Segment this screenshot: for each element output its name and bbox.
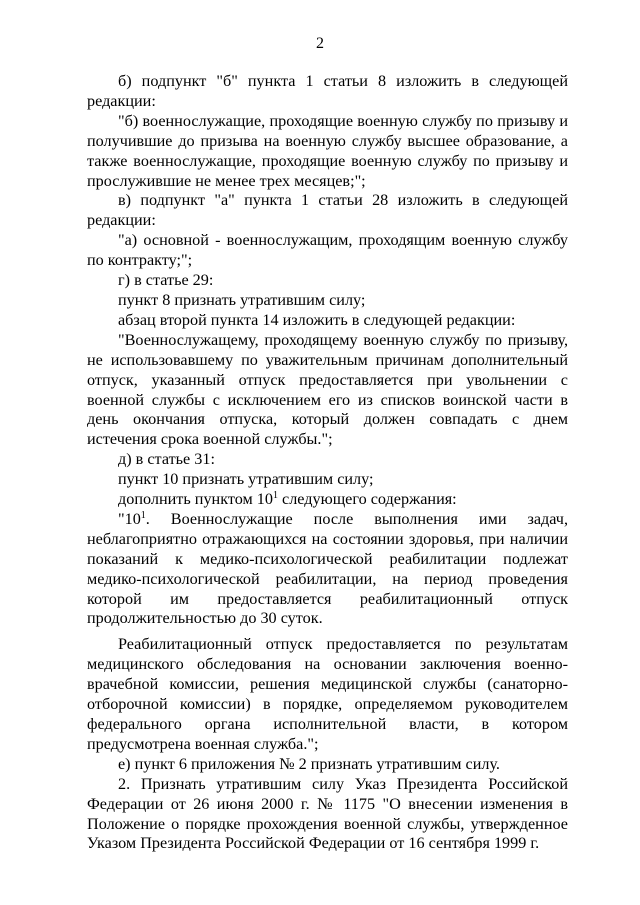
text-fragment: дополнить пунктом 10 (118, 490, 273, 509)
paragraph-v-subclause: в) подпункт "а" пункта 1 статьи 28 изложить в следующей редакции: (87, 191, 568, 230)
page-number: 2 (316, 35, 324, 52)
text-fragment: следующего содержания: (277, 490, 457, 509)
document-body (87, 72, 568, 854)
paragraph-b-new-wording: "б) военнослужащие, проходящие военную службу по призыву и получившие до призыва на военную службу высшее образование, а также военнослужащие, проходящие военную службу по призыву и прослужившие не менее трех месяцев;"; (87, 111, 568, 190)
paragraph-conscript-leave: "Военнослужащему, проходящему военную службу по призыву, не использовавшему по уважительным причинам дополнительный отпуск, указанный отпуск предоставляется при увольнении с военной службы с исключением его из списков воинской части в день окончания отпуска, который должен совпадать с днем истечения срока военной службы."; (87, 330, 568, 449)
superscript: 1 (140, 509, 146, 521)
paragraph-b-subclause: б) подпункт "б" пункта 1 статьи 8 изложить в следующей редакции: (87, 72, 568, 110)
paragraph-item-8-void: пункт 8 признать утратившим силу; (118, 290, 366, 309)
text-fragment: "10 (118, 509, 141, 528)
paragraph-e-appendix: е) пункт 6 приложения № 2 признать утратившим силу. (118, 754, 500, 773)
paragraph-d-article-31: д) в статье 31: (118, 450, 215, 469)
paragraph-item-10-1-text (87, 510, 568, 629)
paragraph-g-article-29: г) в статье 29: (118, 271, 214, 290)
paragraph-item-10-void: пункт 10 признать утратившим силу; (118, 470, 374, 489)
paragraph-add-item-10-1 (87, 490, 568, 510)
paragraph-2-decree-void: 2. Признать утратившим силу Указ Президента Российской Федерации от 26 июня 2000 г. № 1175 "О внесении изменения в Положение о порядке прохождения военной службы, утвержденное Указом Президента Российской Федерации от 16 сентября 1999 г. (87, 774, 568, 853)
superscript: 1 (272, 490, 278, 502)
text-fragment: . Военнослужащие после выполнения ими задач, неблагоприятно отражающихся на состоянии здоровья, при наличии показаний к медико-психологической реабилитации подлежат медико-психологической реабилитации, на период проведения которой им предоставляется реабилитационный отпуск продолжительностью до 30 суток. (87, 509, 568, 628)
paragraph-rehab-leave: Реабилитационный отпуск предоставляется по результатам медицинского обследования на основании заключения военно-врачебной комиссии, решения медицинской службы (санаторно-отборочной комиссии) в порядке, определяемом руководителем федерального органа исполнительной власти, в котором предусмотрена военная служба."; (87, 635, 568, 753)
paragraph-item-14-paragraph-2: абзац второй пункта 14 изложить в следующей редакции: (118, 310, 516, 329)
paragraph-a-new-wording: "а) основной - военнослужащим, проходящим военную службу по контракту;"; (87, 231, 568, 270)
